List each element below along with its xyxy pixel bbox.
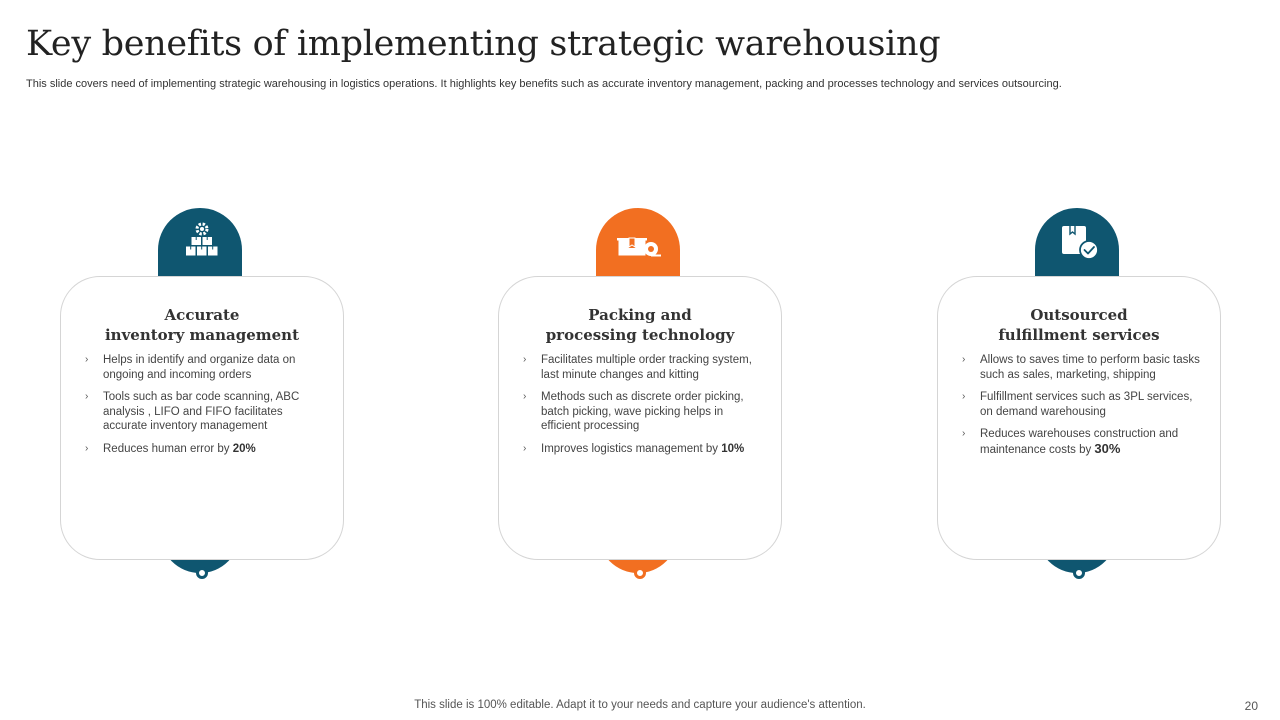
benefit-card: [937, 276, 1221, 560]
benefit-card-group-packing: [498, 208, 782, 580]
chevron-right-icon: ›: [962, 391, 966, 402]
benefit-card-group-fulfillment: [937, 208, 1221, 580]
chevron-right-icon: ›: [523, 354, 527, 365]
bullet-item: › Tools such as bar code scanning, ABC analysis , LIFO and FIFO facilitates accurate inventory management: [85, 391, 300, 432]
benefit-card: [60, 276, 344, 560]
card-title: Packing and processing technology: [545, 306, 735, 344]
card-title: Outsourced fulfillment services: [998, 306, 1160, 344]
chevron-right-icon: ›: [85, 391, 89, 402]
slide-title: Key benefits of implementing strategic warehousing: [26, 24, 941, 64]
card-connector-dot: [1073, 567, 1085, 579]
bullet-item: › Improves logistics management by 10%: [523, 442, 745, 455]
bullet-item: › Reduces warehouses construction and maintenance costs by 30%: [962, 428, 1179, 456]
bullet-list: [83, 353, 323, 464]
chevron-right-icon: ›: [962, 354, 966, 365]
bullet-item: › Allows to saves time to perform basic tasks such as sales, marketing, shipping: [962, 354, 1200, 381]
chevron-right-icon: ›: [523, 391, 527, 402]
highlight-value: 20%: [232, 442, 256, 455]
highlight-value: 10%: [721, 442, 745, 455]
page-number: 20: [1244, 699, 1258, 713]
bullet-item: › Reduces human error by 20%: [85, 442, 256, 455]
chevron-right-icon: ›: [85, 442, 89, 454]
bullet-list: [960, 353, 1200, 465]
benefit-card: [498, 276, 782, 560]
bullet-list: [521, 353, 761, 464]
benefit-card-group-inventory: [60, 208, 344, 580]
packing-box-tape-icon: [614, 216, 666, 268]
chevron-right-icon: ›: [523, 442, 527, 454]
chevron-right-icon: ›: [962, 428, 966, 439]
highlight-value: 30%: [1094, 440, 1121, 456]
card-title: Accurate inventory management: [104, 306, 300, 344]
bullet-item: › Helps in identify and organize data on ongoing and incoming orders: [85, 354, 296, 381]
inventory-boxes-gear-icon: [176, 216, 228, 268]
chevron-right-icon: ›: [85, 354, 89, 365]
card-connector-dot: [634, 567, 646, 579]
slide-subtitle: This slide covers need of implementing strategic warehousing in logistics operations. It highlights key benefits such as accurate inventory management, packing and processes technology and services outsourcing.: [26, 78, 1062, 90]
fulfillment-box-check-icon: [1053, 216, 1105, 268]
bullet-item: › Methods such as discrete order picking, batch picking, wave picking helps in efficient processing: [523, 391, 744, 432]
bullet-item: › Facilitates multiple order tracking system, last minute changes and kitting: [523, 354, 752, 381]
bullet-item: › Fulfillment services such as 3PL services, on demand warehousing: [962, 391, 1193, 418]
slide-footer: This slide is 100% editable. Adapt it to your needs and capture your audience's attention.: [414, 699, 866, 711]
card-connector-dot: [196, 567, 208, 579]
